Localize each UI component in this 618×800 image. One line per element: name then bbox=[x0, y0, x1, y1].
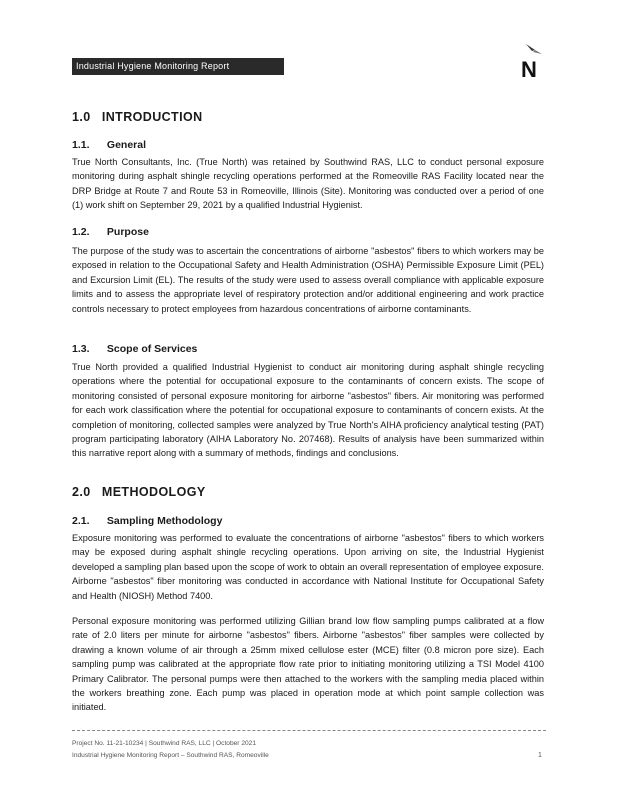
section-title: INTRODUCTION bbox=[101, 110, 203, 124]
footer-report-title: Industrial Hygiene Monitoring Report – Southwind RAS, Romeoville bbox=[72, 752, 269, 759]
subsection-title: General bbox=[106, 139, 147, 151]
paragraph-general: True North Consultants, Inc. (True North) was retained by Southwind RAS, LLC to conduct personal exposure monitoring during asphalt shingle recycling operations performed at the Romeoville RAS Facility located near the DRP Bridge at Route 7 and Route 53 in Romeoville, Illinois (Site). Monitoring was conducted over a period of one (1) work shift on September 29, 2021 by a qualified Industrial Hygienist. bbox=[72, 157, 544, 211]
company-logo bbox=[518, 40, 548, 82]
section-heading-introduction bbox=[72, 110, 203, 124]
subsection-number: 1.2. bbox=[72, 226, 90, 238]
paragraph-sampling-1: Exposure monitoring was performed to evaluate the concentrations of airborne "asbestos" fibers to which workers may be exposed during asphalt shingle recycling operations. Upon arriving on site, the Industrial Hygienist developed a sampling plan based upon the scope of work to obtain an overall representation of employee exposure. Airborne "asbestos" fiber monitoring was conducted in accordance with National Institute for Occupational Safety and Health (NIOSH) Method 7400. bbox=[72, 533, 544, 601]
paragraph-scope: True North provided a qualified Industrial Hygienist to conduct air monitoring during asphalt shingle recycling operations where the potential for occupational exposure to the contaminants of concern exists. The scope of monitoring consisted of personal exposure monitoring for airborne "asbestos" fibers. Air monitoring was performed for each work classification where the potential for occupational exposure to contaminants of concern exists. At the completion of monitoring, collected samples were analyzed by True North's AIHA proficiency analytical testing (PAT) program participating laboratory (AIHA Laboratory No. 207468). Results of analysis have been summarized within this narrative report along with a summary of methods, findings and conclusions. bbox=[72, 362, 544, 459]
compass-needle-icon bbox=[518, 40, 548, 58]
subsection-number: 1.3. bbox=[72, 343, 90, 355]
footer-divider bbox=[72, 730, 546, 731]
page-number: 1 bbox=[538, 752, 542, 759]
subsection-title: Purpose bbox=[106, 226, 149, 238]
paragraph-purpose: The purpose of the study was to ascertain the concentrations of airborne "asbestos" fibers to which workers may be exposed in relation to the Occupational Safety and Health Administration (OSHA) Permissible Exposure Limit (PEL) and Excursion Limit (EL). The results of the study were used to assess overall compliance with applicable exposure limits and to assess the appropriate level of respiratory protection and/or additional engineering and work practice controls necessary to protect employees from hazardous concentrations of airborne contaminants. bbox=[72, 246, 544, 314]
subsection-title: Scope of Services bbox=[106, 343, 198, 355]
section-number: 2.0 bbox=[72, 485, 91, 499]
document-header-banner: Industrial Hygiene Monitoring Report bbox=[72, 58, 284, 75]
subsection-heading-purpose bbox=[72, 226, 149, 238]
subsection-heading-sampling bbox=[72, 515, 222, 527]
section-title: METHODOLOGY bbox=[101, 485, 206, 499]
subsection-number: 1.1. bbox=[72, 139, 90, 151]
subsection-number: 2.1. bbox=[72, 515, 90, 527]
subsection-title: Sampling Methodology bbox=[106, 515, 223, 527]
paragraph-sampling-2: Personal exposure monitoring was performed utilizing Gillian brand low flow sampling pumps calibrated at a flow rate of 2.0 liters per minute for airborne "asbestos" fibers. Airborne "asbestos" fiber samples were collected by drawing a known volume of air through a 25mm mixed cellulose ester (MCE) filter (0.8 micron pore size). Each sampling pump was calibrated at the appropriate flow rate prior to initiating monitoring utilizing a TSI Model 4100 Primary Calibrator. The personal pumps were then attached to the workers with the sampling media placed within the workers breathing zone. Each pump was placed in operation mode at which point sample collection was initiated. bbox=[72, 616, 544, 713]
section-number: 1.0 bbox=[72, 110, 91, 124]
footer-project-line: Project No. 11-21-10234 | Southwind RAS, LLC | October 2021 bbox=[72, 740, 257, 747]
subsection-heading-scope bbox=[72, 343, 197, 355]
section-heading-methodology bbox=[72, 485, 206, 499]
logo-letter: N bbox=[521, 57, 537, 82]
subsection-heading-general bbox=[72, 139, 146, 151]
